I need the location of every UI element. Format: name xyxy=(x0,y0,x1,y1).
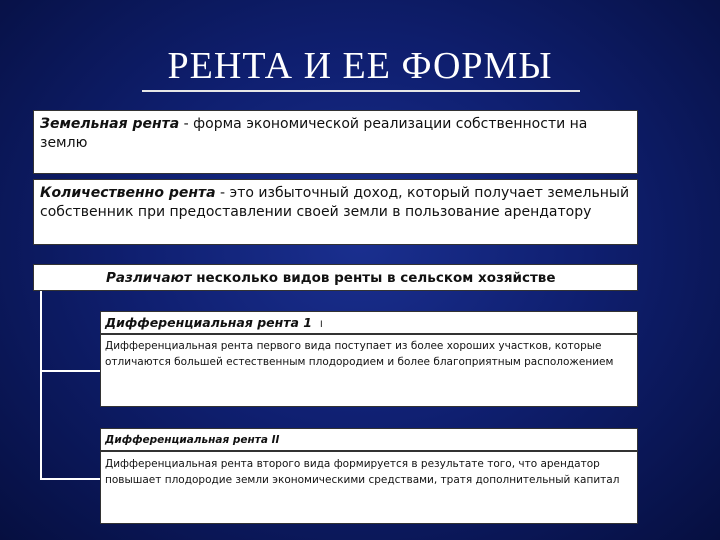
rent2-description-box xyxy=(100,451,638,524)
quantitative-rent-term: Количественно рента xyxy=(40,185,216,201)
quantitative-rent-box xyxy=(33,179,638,245)
slide-title: РЕНТА И ЕЕ ФОРМЫ xyxy=(167,45,553,87)
land-rent-term: Земельная рента xyxy=(40,116,180,132)
rent2-description: Дифференциальная рента второго вида формируется в результате того, что арендатор повышает плодородие земли экономическими средствами, тратя дополнительный капитал xyxy=(105,458,620,486)
connector-vertical xyxy=(40,291,42,480)
rent2-title-box xyxy=(100,428,638,451)
rent-types-text: несколько видов ренты в сельском хозяйстве xyxy=(191,270,556,286)
rent-types-emphasis: Различают xyxy=(106,270,192,286)
land-rent-box xyxy=(33,110,638,174)
rent1-title: Дифференциальная рента 1 xyxy=(105,315,312,330)
rent1-description-box xyxy=(100,334,638,407)
connector-branch-1 xyxy=(40,370,100,372)
rent-types-header xyxy=(33,264,638,291)
rent1-mark: I xyxy=(319,320,323,330)
rent2-title: Дифференциальная рента II xyxy=(105,434,280,446)
connector-branch-2 xyxy=(40,478,100,480)
rent1-title-box xyxy=(100,311,638,334)
rent1-description: Дифференциальная рента первого вида поступает из более хороших участков, которые отличаются большей естественным плодородием и более благоприятным расположением xyxy=(105,340,614,368)
land-rent-definition: - форма экономической реализации собственности на землю xyxy=(40,116,588,151)
quantitative-rent-definition: - это избыточный доход, который получает земельный собственник при предоставлении своей земли в пользование арендатору xyxy=(40,185,630,220)
title-underline xyxy=(142,90,580,92)
